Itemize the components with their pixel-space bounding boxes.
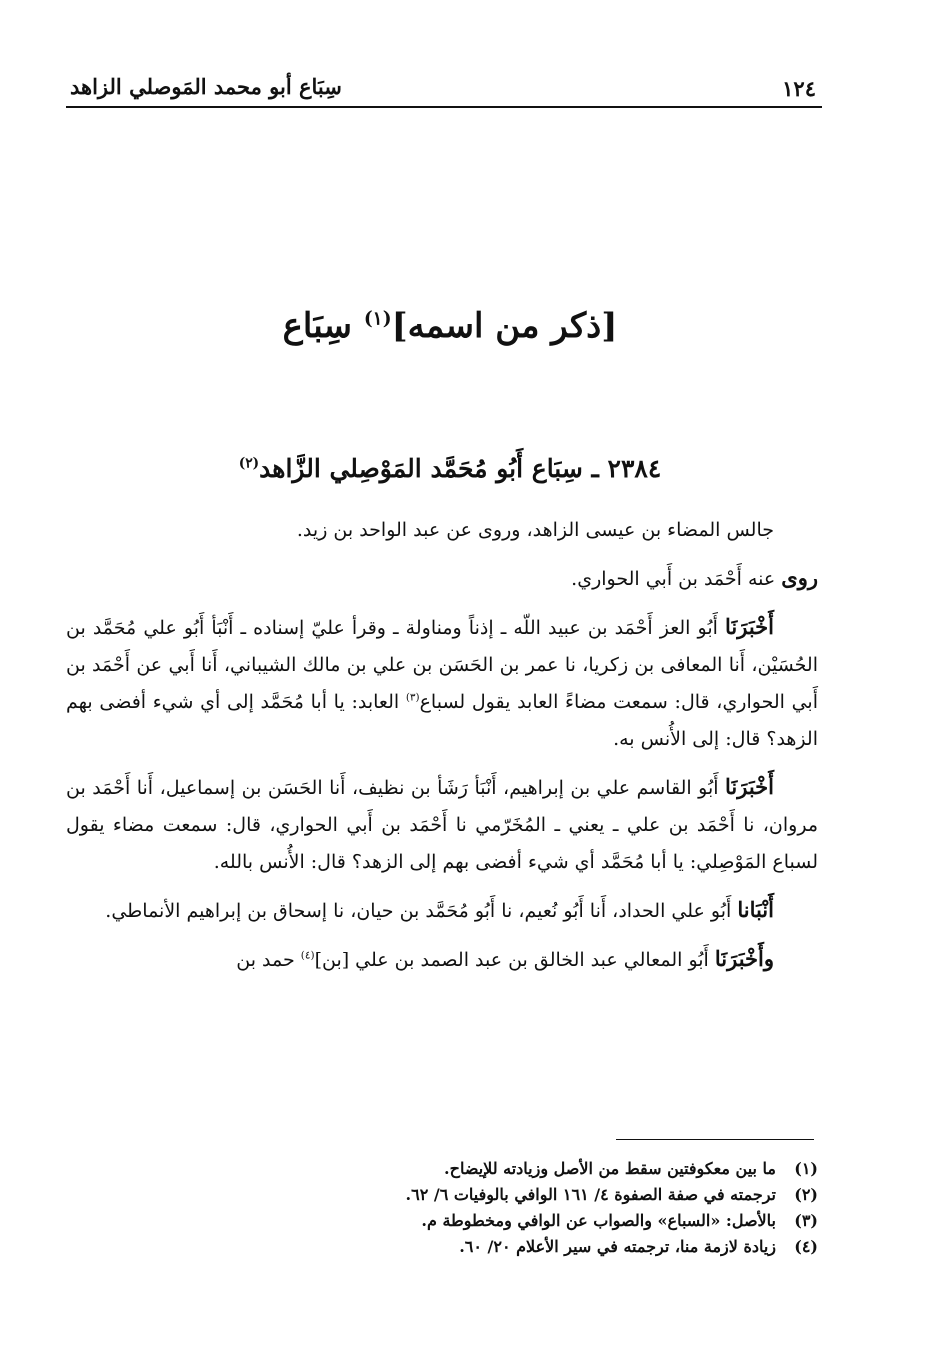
paragraph-3 (66, 608, 818, 758)
paragraph-2-text: عنه أَحْمَد بن أَبي الحواري. (571, 568, 782, 590)
section-title-name: سِبَاع (282, 306, 352, 346)
footnote-number: (٤) (794, 1237, 818, 1256)
footnote-text: زيادة لازمة منا، ترجمته في سير الأعلام ٢٠/ ٦٠. (459, 1237, 776, 1256)
footnote (100, 1234, 818, 1260)
footnote-ref-2[interactable]: (٢) (238, 455, 260, 472)
footnote-text: بالأصل: «السباع» والصواب عن الوافي ومخطوطة م. (421, 1211, 776, 1230)
paragraph-4-text: أَبُو القاسم علي بن إبراهيم، أَنْبَأ رَشَأ بن نظيف، أَنا الحَسَن بن إسماعيل، أَنا أَحْمَد بن مروان، نا أَحْمَد بن علي ـ يعني ـ المُخَرّمي نا أَحْمَد بن أَبي الحواري، قال: سمعت مضاء يقول لسباع المَوْصِلي: يا أبا مُحَمَّد أي شيء أفضى بهم إلى الزهد؟ قال: الأُنس بالله. (66, 777, 818, 873)
footnote-divider (616, 1139, 814, 1140)
footnote-text: ما بين معكوفتين سقط من الأصل وزيادته للإيضاح. (444, 1159, 776, 1178)
footnote (100, 1208, 818, 1234)
paragraph-2 (66, 559, 818, 598)
paragraph-4-keyword: أَخْبَرَنَا (725, 774, 774, 799)
paragraph-5-keyword: أَنْبَانا (737, 897, 774, 922)
running-title: سِبَاع أبو محمد المَوصلي الزاهد (70, 74, 342, 99)
paragraph-6-text-after: حمد بن (236, 949, 301, 971)
entry-title-text: ٢٣٨٤ ـ سِبَاع أَبُو مُحَمَّد المَوْصِلي الزَّاهد (259, 454, 662, 483)
paragraph-3-text: أَبُو العز أَحْمَد بن عبيد اللّه ـ إذناً ومناولة ـ وقرأ عليّ إسناده ـ أَنْبَأ أَبُو علي مُحَمَّد بن الحُسَيْن، أَنا المعافى بن زكريا، نا عمر بن الحَسَن بن علي بن مالك الشيباني، أَنا أَبي عن أَحْمَد بن أَبي الحواري، قال: سمعت مضاءً العابد يقول لسباع (66, 617, 819, 713)
paragraph-6-keyword: وأَخْبَرَنَا (714, 946, 774, 971)
paragraph-5-text: أَبُو علي الحداد، أَنا أَبُو نُعيم، نا أَبُو مُحَمَّد بن حيان، نا إسحاق بن إبراهيم الأنماطي. (105, 900, 738, 922)
paragraph-1-text: جالس المضاء بن عيسى الزاهد، وروى عن عبد الواحد بن زيد. (296, 519, 774, 541)
footnote-ref-1[interactable]: (١) (363, 307, 392, 330)
footnote (100, 1182, 818, 1208)
footnote-number: (١) (794, 1159, 818, 1178)
footnote-text: ترجمته في صفة الصفوة ٤/ ١٦١ الوافي بالوفيات ٦/ ٦٢. (405, 1185, 776, 1204)
paragraph-3-keyword: أَخْبَرَنَا (725, 614, 774, 639)
paragraph-5 (66, 891, 818, 930)
page-header (66, 66, 822, 108)
section-title-text: [ذكر من اسمه] (391, 306, 618, 346)
paragraph-6 (66, 940, 818, 979)
section-title (100, 306, 800, 346)
footnote-ref-3[interactable]: (٣) (405, 691, 420, 704)
entry-title (150, 454, 750, 483)
paragraph-2-keyword: روى (781, 565, 818, 590)
footnote-ref-4[interactable]: (٤) (300, 949, 315, 962)
footnote (100, 1156, 818, 1182)
paragraph-3-text-after: العابد: يا أبا مُحَمَّد إلى أي شيء أفضى بهم الزهد؟ قال: إلى الأُنس به. (66, 691, 818, 750)
footnotes (100, 1156, 818, 1260)
footnote-number: (٣) (794, 1211, 818, 1230)
paragraph-1 (66, 512, 818, 549)
paragraph-6-text: أَبُو المعالي عبد الخالق بن عبد الصمد بن علي [بن] (314, 949, 715, 971)
footnote-number: (٢) (794, 1185, 818, 1204)
page-number: ١٢٤ (782, 76, 816, 101)
paragraph-4 (66, 768, 818, 881)
body-text (66, 512, 818, 989)
